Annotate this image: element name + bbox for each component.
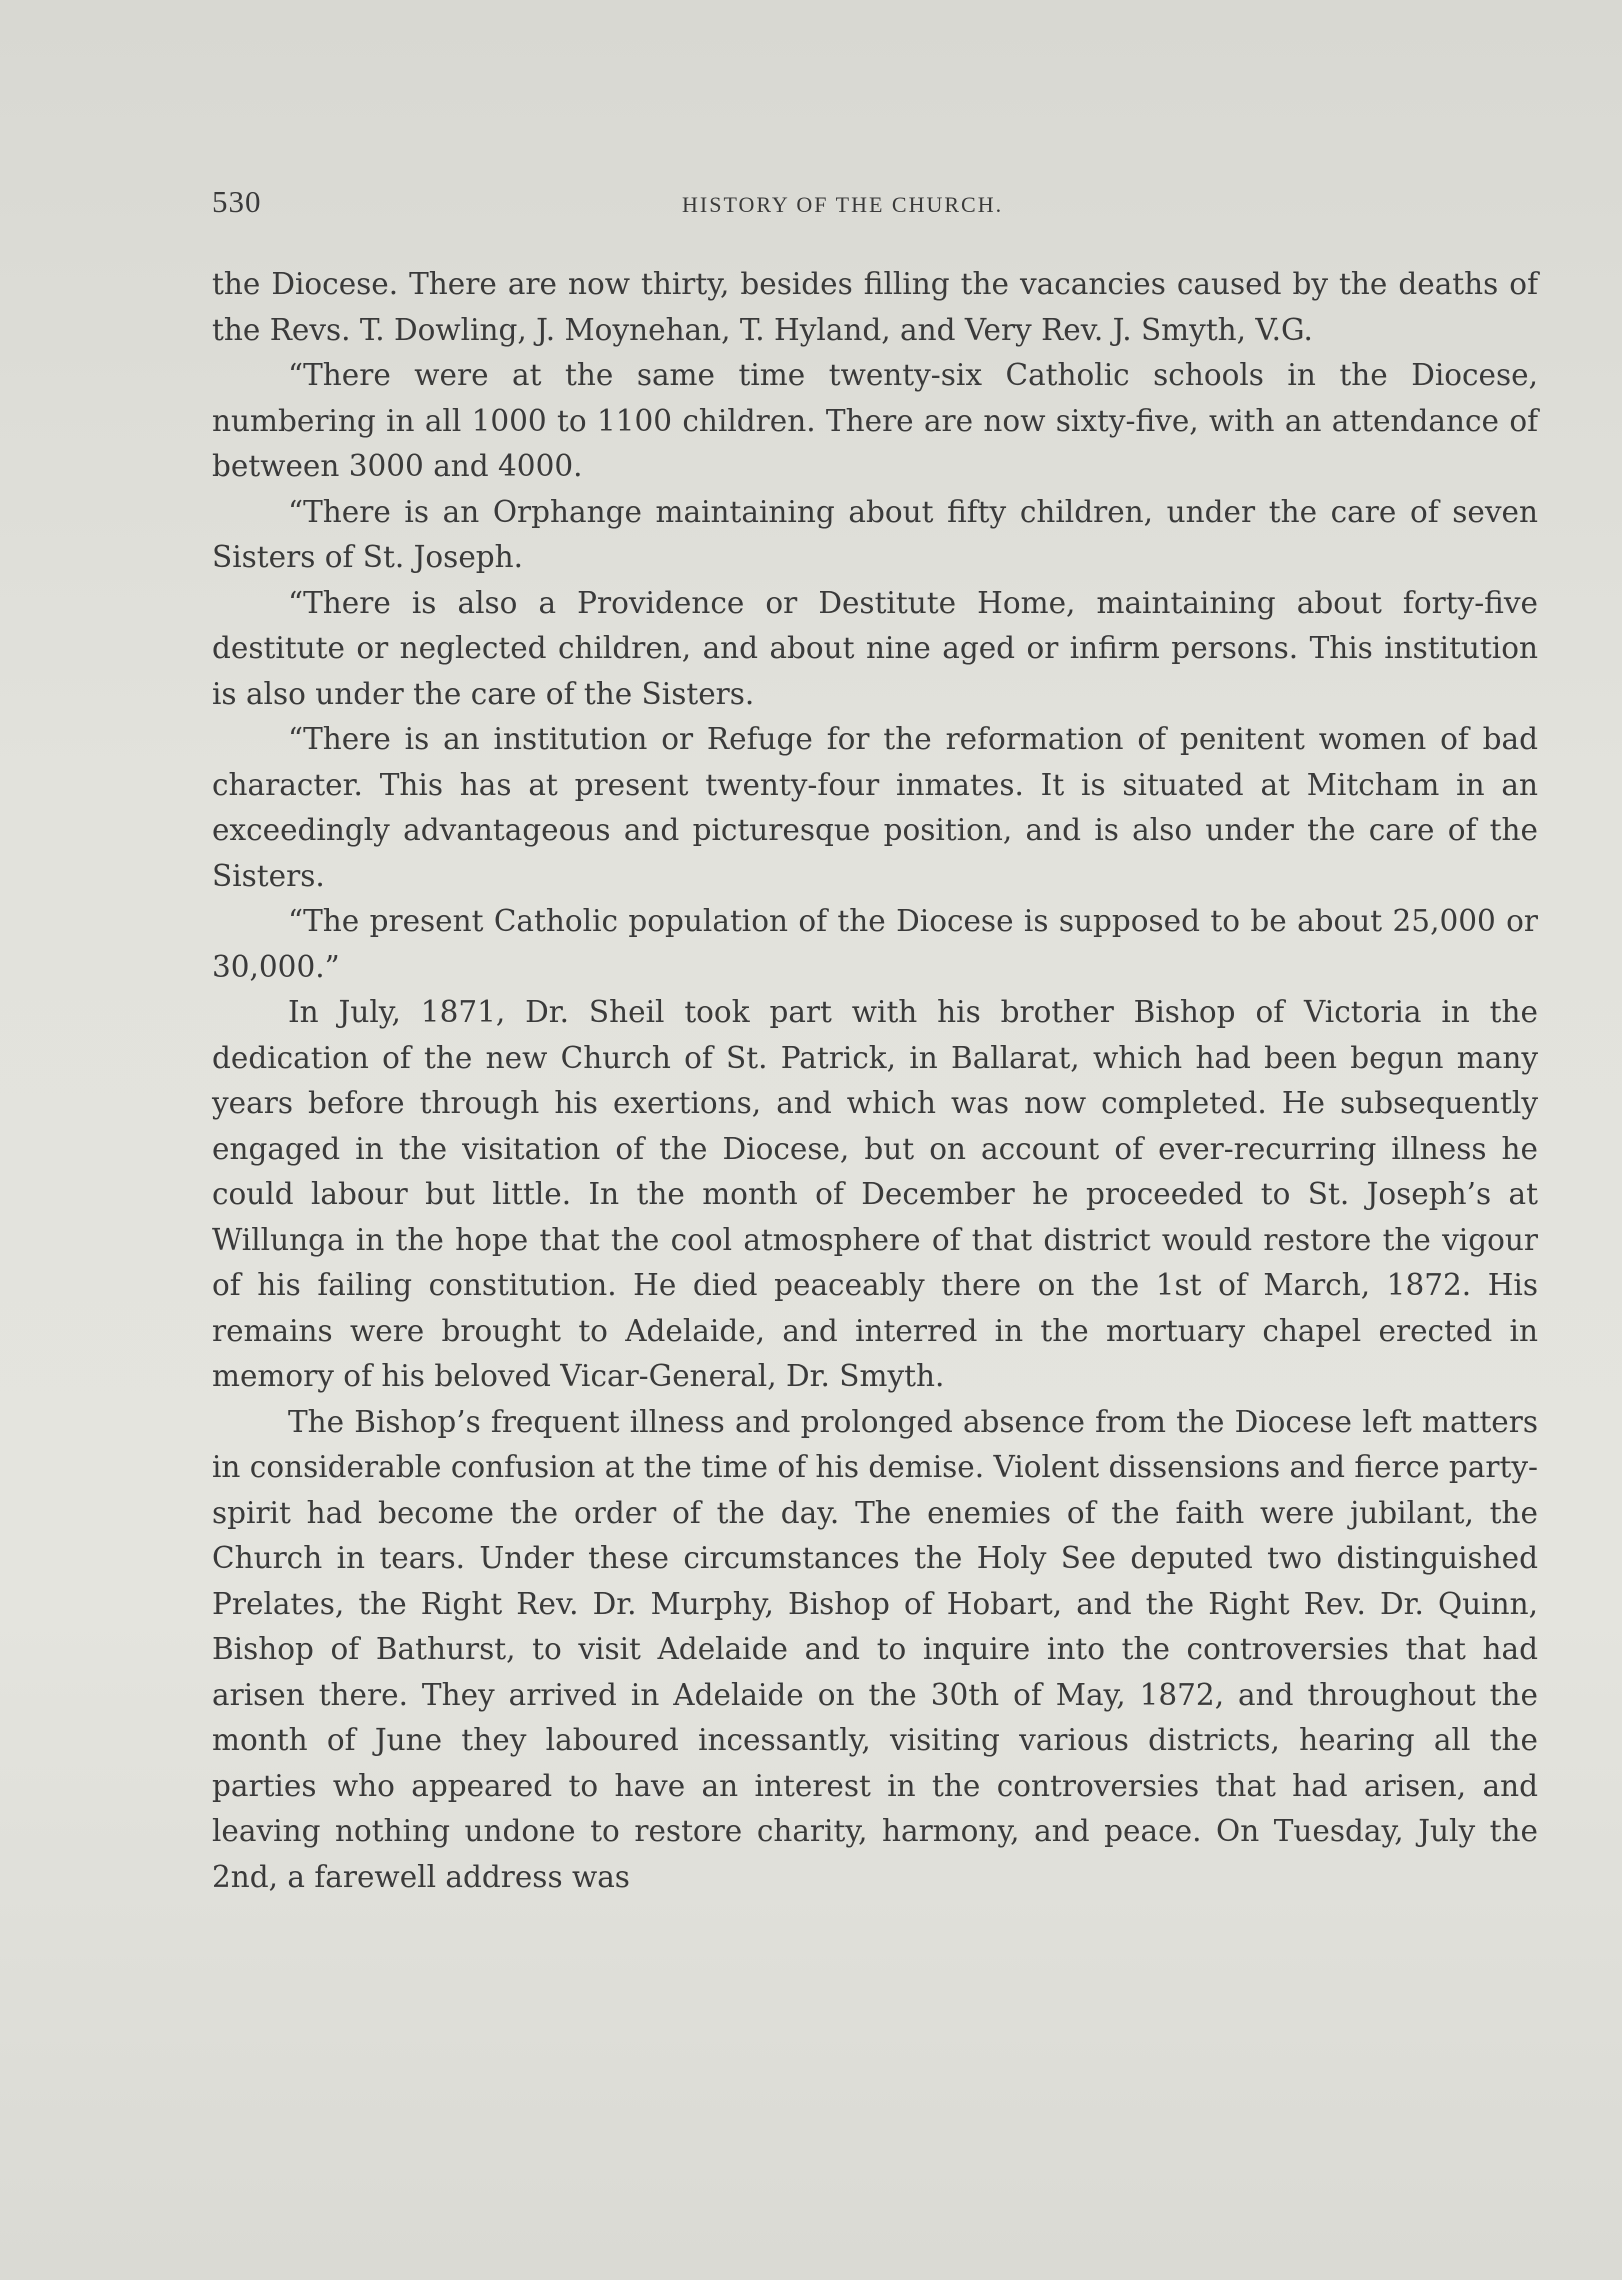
running-title: HISTORY OF THE CHURCH.	[682, 192, 1004, 217]
paragraph: In July, 1871, Dr. Sheil took part with his brother Bishop of Victoria in the dedication of the new Church of St. Patrick, in Ballarat, which had been begun many years before through his exertions, and which was now completed. He subsequently engaged in the visitation of the Diocese, but on account of ever-recurring illness he could labour but little. In the month of December he proceeded to St. Joseph’s at Willunga in the hope that the cool atmosphere of that district would restore the vigour of his failing constitution. He died peaceably there on the 1st of March, 1872. His remains were brought to Adelaide, and interred in the mortuary chapel erected in memory of his beloved Vicar-General, Dr. Smyth.	[212, 995, 1538, 1393]
paragraph: “There is an Orphange maintaining about fifty children, under the care of seven Sisters of St. Joseph.	[212, 494, 1538, 574]
paragraph: “There were at the same time twenty-six Catholic schools in the Diocese, numbering in all 1000 to 1100 children. There are now sixty-five, with an attendance of between 3000 and 4000.	[212, 358, 1538, 483]
paragraph: “There is also a Providence or Destitute Home, maintaining about forty-five destitute or neglected children, and about nine aged or infirm persons. This institution is also under the care of the Sisters.	[212, 585, 1538, 711]
page-number: 530	[212, 184, 262, 219]
paragraph: “There is an institution or Refuge for the reformation of penitent women of bad character. This has at present twenty-four inmates. It is situated at Mitcham in an exceedingly advantageous and picturesque position, and is also under the care of the Sisters.	[212, 722, 1538, 893]
paragraph: the Diocese. There are now thirty, besides filling the vacancies caused by the deaths of the Revs. T. Dowling, J. Moynehan, T. Hyland, and Very Rev. J. Smyth, V.G.	[212, 267, 1538, 347]
body-text	[212, 262, 1538, 1900]
paragraph: The Bishop’s frequent illness and prolonged absence from the Diocese left matters in considerable confusion at the time of his demise. Violent dissensions and fierce party-spirit had become the order of the day. The enemies of the faith were jubilant, the Church in tears. Under these circumstances the Holy See deputed two distinguished Prelates, the Right Rev. Dr. Murphy, Bishop of Hobart, and the Right Rev. Dr. Quinn, Bishop of Bathurst, to visit Adelaide and to inquire into the controversies that had arisen there. They arrived in Adelaide on the 30th of May, 1872, and throughout the month of June they laboured incessantly, visiting various districts, hearing all the parties who appeared to have an interest in the controversies that had arisen, and leaving nothing undone to restore charity, harmony, and peace. On Tuesday, July the 2nd, a farewell address was	[212, 1404, 1538, 1894]
paragraph: “The present Catholic population of the Diocese is supposed to be about 25,000 or 30,000.”	[212, 904, 1538, 984]
page-header	[212, 184, 1542, 234]
